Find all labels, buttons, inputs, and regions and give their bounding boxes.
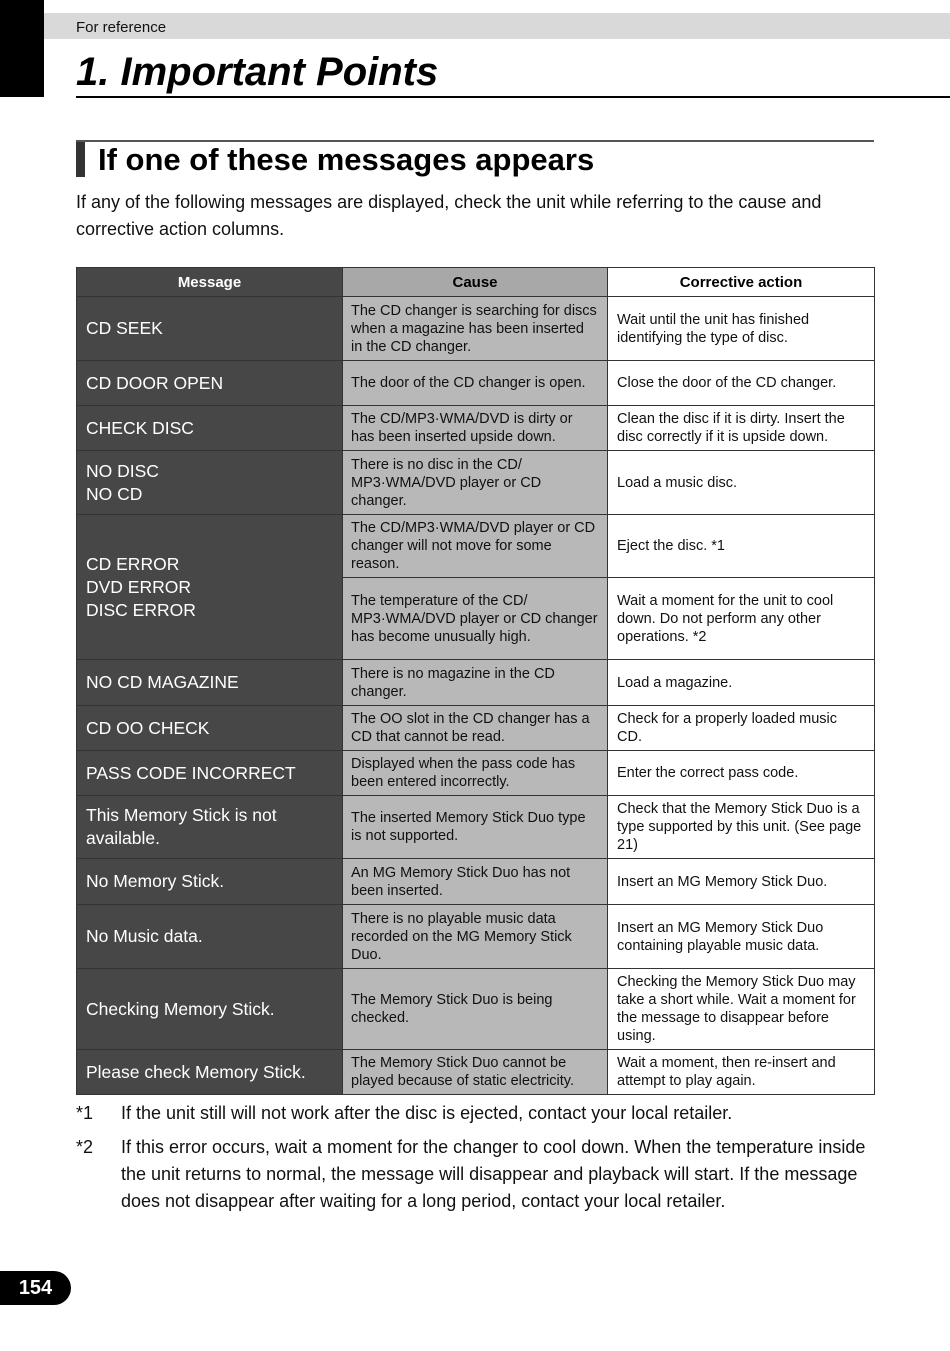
footnote-1 xyxy=(76,1100,876,1127)
page-number: 154 xyxy=(0,1271,71,1305)
action-cell: Wait a moment, then re-insert and attempt to play again. xyxy=(608,1050,875,1095)
section-bar xyxy=(76,142,85,177)
chapter-tab xyxy=(0,0,44,97)
action-cell: Clean the disc if it is dirty. Insert the disc correctly if it is upside down. xyxy=(608,406,875,451)
cause-cell: The inserted Memory Stick Duo type is not supported. xyxy=(343,796,608,859)
action-cell: Wait until the unit has finished identifying the type of disc. xyxy=(608,297,875,361)
chapter-rule xyxy=(76,96,950,98)
cause-cell: The CD/MP3·WMA/DVD player or CD changer will not move for some reason. xyxy=(343,515,608,578)
cause-cell: The CD/MP3·WMA/DVD is dirty or has been inserted upside down. xyxy=(343,406,608,451)
table-row xyxy=(77,905,875,969)
message-table xyxy=(76,267,875,1095)
table-row xyxy=(77,515,875,578)
table-row xyxy=(77,660,875,706)
message-cell: NO CD MAGAZINE xyxy=(77,660,343,706)
table-row xyxy=(77,1050,875,1095)
cause-cell: An MG Memory Stick Duo has not been inserted. xyxy=(343,859,608,905)
message-cell: CHECK DISC xyxy=(77,406,343,451)
footnotes xyxy=(76,1100,876,1222)
cause-cell: The Memory Stick Duo is being checked. xyxy=(343,969,608,1050)
message-cell: This Memory Stick is not available. xyxy=(77,796,343,859)
footnote-2 xyxy=(76,1134,876,1215)
action-cell: Checking the Memory Stick Duo may take a short while. Wait a moment for the message to disappear before using. xyxy=(608,969,875,1050)
message-cell: CD ERROR DVD ERROR DISC ERROR xyxy=(77,515,343,660)
cause-cell: Displayed when the pass code has been entered incorrectly. xyxy=(343,751,608,796)
message-cell: NO DISC NO CD xyxy=(77,451,343,515)
table-row xyxy=(77,406,875,451)
cause-cell: There is no playable music data recorded on the MG Memory Stick Duo. xyxy=(343,905,608,969)
cause-cell: The door of the CD changer is open. xyxy=(343,361,608,406)
table-row xyxy=(77,361,875,406)
action-cell: Check that the Memory Stick Duo is a type supported by this unit. (See page 21) xyxy=(608,796,875,859)
footnote-mark: *1 xyxy=(76,1103,94,1123)
cause-cell: The temperature of the CD/ MP3·WMA/DVD player or CD changer has become unusually high. xyxy=(343,578,608,660)
cause-cell: There is no disc in the CD/ MP3·WMA/DVD player or CD changer. xyxy=(343,451,608,515)
table-row xyxy=(77,751,875,796)
footnote-text: If the unit still will not work after the disc is ejected, contact your local retailer. xyxy=(121,1103,733,1123)
header-band xyxy=(44,13,950,39)
cause-cell: The OO slot in the CD changer has a CD that cannot be read. xyxy=(343,706,608,751)
action-cell: Close the door of the CD changer. xyxy=(608,361,875,406)
header-cause: Cause xyxy=(343,268,608,297)
action-cell: Insert an MG Memory Stick Duo. xyxy=(608,859,875,905)
message-cell: Checking Memory Stick. xyxy=(77,969,343,1050)
message-cell: Please check Memory Stick. xyxy=(77,1050,343,1095)
table-row xyxy=(77,451,875,515)
header-message: Message xyxy=(77,268,343,297)
action-cell: Load a music disc. xyxy=(608,451,875,515)
cause-cell: The CD changer is searching for discs when a magazine has been inserted in the CD changer. xyxy=(343,297,608,361)
message-cell: CD DOOR OPEN xyxy=(77,361,343,406)
footnote-text: If this error occurs, wait a moment for the changer to cool down. When the temperature inside the unit returns to normal, the message will disappear and playback will start. If the message does not disappear after waiting for a long period, contact your local retailer. xyxy=(121,1137,866,1211)
action-cell: Insert an MG Memory Stick Duo containing playable music data. xyxy=(608,905,875,969)
cause-cell: There is no magazine in the CD changer. xyxy=(343,660,608,706)
action-cell: Eject the disc. *1 xyxy=(608,515,875,578)
message-cell: PASS CODE INCORRECT xyxy=(77,751,343,796)
action-cell: Enter the correct pass code. xyxy=(608,751,875,796)
message-cell: CD OO CHECK xyxy=(77,706,343,751)
table-row xyxy=(77,969,875,1050)
intro-paragraph: If any of the following messages are displayed, check the unit while referring to the cause and corrective action columns. xyxy=(76,192,822,239)
action-cell: Wait a moment for the unit to cool down. Do not perform any other operations. *2 xyxy=(608,578,875,660)
cause-cell: The Memory Stick Duo cannot be played because of static electricity. xyxy=(343,1050,608,1095)
section-title: If one of these messages appears xyxy=(98,142,595,177)
message-cell: CD SEEK xyxy=(77,297,343,361)
chapter-title: 1. Important Points xyxy=(76,50,439,94)
header-label: For reference xyxy=(76,19,167,36)
message-cell: No Music data. xyxy=(77,905,343,969)
table-row xyxy=(77,706,875,751)
table-row xyxy=(77,297,875,361)
table-row xyxy=(77,859,875,905)
table-row xyxy=(77,796,875,859)
action-cell: Check for a properly loaded music CD. xyxy=(608,706,875,751)
message-cell: No Memory Stick. xyxy=(77,859,343,905)
header-action: Corrective action xyxy=(608,268,875,297)
footnote-mark: *2 xyxy=(76,1137,94,1157)
action-cell: Load a magazine. xyxy=(608,660,875,706)
table-header-row xyxy=(77,268,875,297)
